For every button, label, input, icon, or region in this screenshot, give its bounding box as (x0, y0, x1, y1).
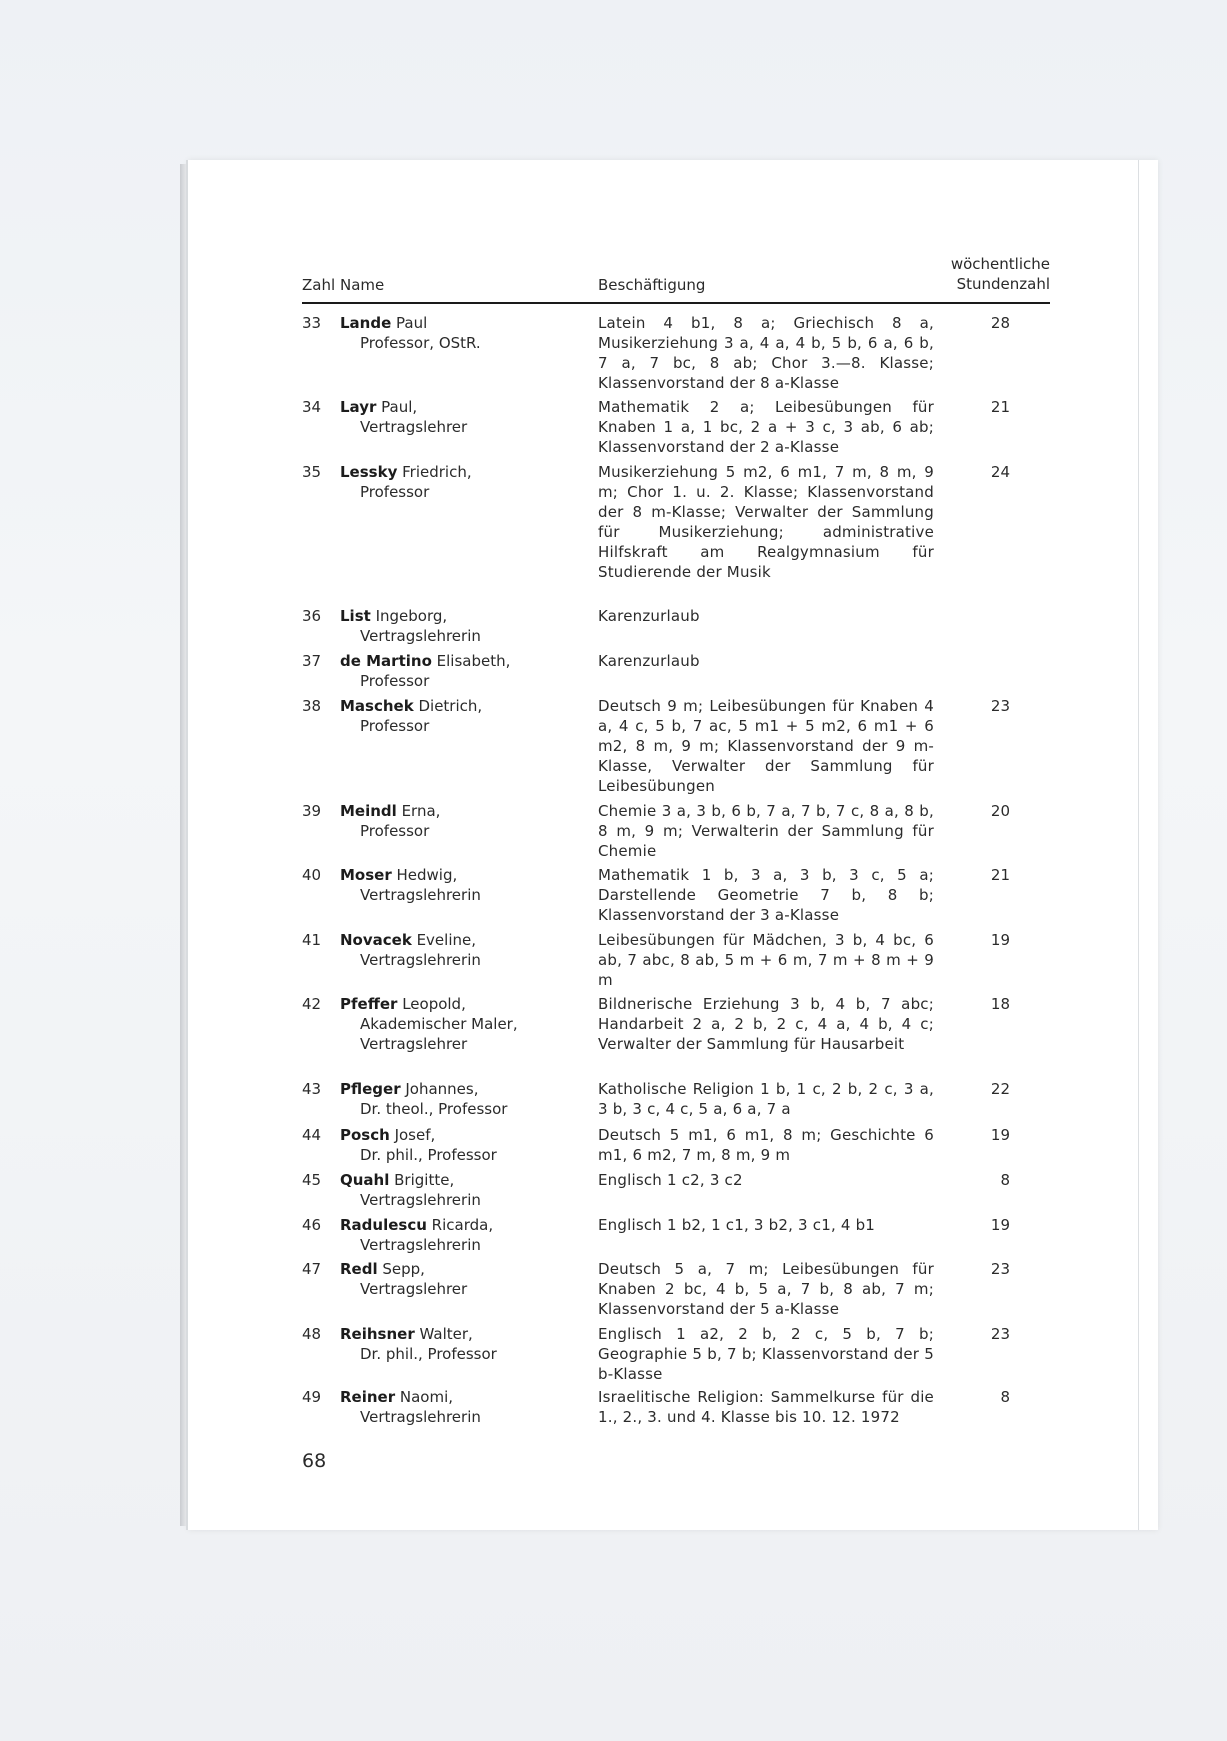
row-surname: Posch (340, 1126, 390, 1144)
row-number: 39 (302, 802, 322, 820)
row-title: Dr. phil., Professor (360, 1345, 497, 1363)
row-given-name: Walter, (414, 1325, 473, 1343)
row-number: 47 (302, 1260, 322, 1278)
row-surname: Lessky (340, 463, 398, 481)
row-given-name: Josef, (389, 1126, 436, 1144)
row-title: Professor (360, 822, 430, 840)
row-hours: 20 (990, 802, 1010, 820)
row-given-name: Paul (391, 314, 428, 332)
row-hours: 18 (990, 995, 1010, 1013)
row-description: Mathematik 1 b, 3 a, 3 b, 3 c, 5 a; Darstellende Geometrie 7 b, 8 b; Klassenvorstand der 3 a-Klasse (598, 866, 934, 924)
row-name (340, 994, 580, 1054)
header-rule (302, 302, 1050, 304)
row-title: Vertragslehrerin (360, 886, 481, 904)
row-given-name: Elisabeth, (431, 652, 511, 670)
row-description: Karenzurlaub (598, 652, 700, 670)
row-surname: de Martino (340, 652, 432, 670)
row-hours: 21 (990, 866, 1010, 884)
row-description: Deutsch 5 m1, 6 m1, 8 m; Geschichte 6 m1, 6 m2, 7 m, 8 m, 9 m (598, 1126, 934, 1164)
row-surname: Radulescu (340, 1216, 427, 1234)
row-hours: 21 (990, 398, 1010, 416)
row-title: Vertragslehrer (360, 1280, 468, 1298)
row-name (340, 1125, 580, 1165)
row-surname: Quahl (340, 1171, 390, 1189)
row-given-name: Leopold, (397, 995, 466, 1013)
row-surname: Reiner (340, 1388, 396, 1406)
row-hours: 28 (990, 314, 1010, 332)
row-name (340, 651, 580, 691)
row-given-name: Brigitte, (389, 1171, 455, 1189)
row-title: Dr. phil., Professor (360, 1146, 497, 1164)
row-title: Dr. theol., Professor (360, 1100, 508, 1118)
row-title: Akademischer Maler, Vertragslehrer (360, 1015, 518, 1053)
row-number: 34 (302, 398, 322, 416)
row-given-name: Erna, (396, 802, 441, 820)
row-title: Vertragslehrerin (360, 1408, 481, 1426)
row-hours: 22 (990, 1080, 1010, 1098)
row-given-name: Sepp, (377, 1260, 425, 1278)
row-name (340, 1215, 580, 1255)
row-number: 38 (302, 697, 322, 715)
row-number: 33 (302, 314, 322, 332)
row-name (340, 1170, 580, 1210)
row-name (340, 462, 580, 502)
row-surname: Redl (340, 1260, 378, 1278)
row-hours: 19 (990, 1216, 1010, 1234)
row-number: 41 (302, 931, 322, 949)
row-surname: Maschek (340, 697, 414, 715)
row-given-name: Paul, (376, 398, 418, 416)
row-name (340, 801, 580, 841)
header-zahl: Zahl (302, 276, 336, 294)
row-surname: Novacek (340, 931, 412, 949)
row-name (340, 313, 580, 353)
row-description: Englisch 1 c2, 3 c2 (598, 1171, 743, 1189)
row-number: 37 (302, 652, 322, 670)
row-description: Chemie 3 a, 3 b, 6 b, 7 a, 7 b, 7 c, 8 a, 8 b, 8 m, 9 m; Verwalterin der Sammlung für Chemie (598, 802, 934, 860)
row-surname: Moser (340, 866, 392, 884)
row-name (340, 606, 580, 646)
row-description: Englisch 1 b2, 1 c1, 3 b2, 3 c1, 4 b1 (598, 1216, 876, 1234)
row-title: Professor (360, 717, 430, 735)
row-surname: Pfeffer (340, 995, 398, 1013)
row-description: Englisch 1 a2, 2 b, 2 c, 5 b, 7 b; Geographie 5 b, 7 b; Klassenvorstand der 5 b-Klasse (598, 1325, 934, 1383)
row-hours: 23 (990, 1325, 1010, 1343)
row-number: 36 (302, 607, 322, 625)
row-name (340, 1324, 580, 1364)
row-title: Vertragslehrer (360, 418, 468, 436)
row-name (340, 865, 580, 905)
row-number: 46 (302, 1216, 322, 1234)
row-number: 35 (302, 463, 322, 481)
row-description: Deutsch 9 m; Leibesübungen für Knaben 4 a, 4 c, 5 b, 7 ac, 5 m1 + 5 m2, 6 m1 + 6 m2, 8 m, 9 m; Klassenvorstand der 9 m-Klasse, Verwalter der Sammlung für Leibesübungen (598, 697, 934, 795)
row-description: Deutsch 5 a, 7 m; Leibesübungen für Knaben 2 bc, 4 b, 5 a, 7 b, 8 ab, 7 m; Klassenvorstand der 5 a-Klasse (598, 1260, 934, 1318)
row-title: Professor, OStR. (360, 334, 481, 352)
row-name (340, 696, 580, 736)
row-hours: 23 (990, 697, 1010, 715)
row-number: 42 (302, 995, 322, 1013)
row-name (340, 1259, 580, 1299)
page-number: 68 (302, 1450, 327, 1472)
row-given-name: Johannes, (400, 1080, 479, 1098)
header-hours (890, 254, 1050, 294)
row-number: 43 (302, 1080, 322, 1098)
row-number: 48 (302, 1325, 322, 1343)
facing-page-edge (1138, 160, 1139, 1530)
row-hours: 24 (990, 463, 1010, 481)
row-surname: Lande (340, 314, 392, 332)
row-title: Vertragslehrerin (360, 1191, 481, 1209)
row-surname: Meindl (340, 802, 397, 820)
row-surname: Reihsner (340, 1325, 415, 1343)
row-hours: 23 (990, 1260, 1010, 1278)
page-binding-edge (180, 164, 188, 1526)
row-number: 44 (302, 1126, 322, 1144)
row-title: Vertragslehrerin (360, 1236, 481, 1254)
row-description: Katholische Religion 1 b, 1 c, 2 b, 2 c, 3 a, 3 b, 3 c, 4 c, 5 a, 6 a, 7 a (598, 1080, 934, 1118)
row-given-name: Ricarda, (426, 1216, 494, 1234)
row-title: Professor (360, 483, 430, 501)
row-description: Israelitische Religion: Sammelkurse für die 1., 2., 3. und 4. Klasse bis 10. 12. 1972 (598, 1388, 934, 1426)
header-hours-line2: Stundenzahl (956, 275, 1050, 293)
row-title: Vertragslehrerin (360, 627, 481, 645)
row-hours: 8 (1000, 1388, 1010, 1406)
row-number: 45 (302, 1171, 322, 1189)
row-name (340, 1079, 580, 1119)
header-beschaeftigung: Beschäftigung (598, 276, 706, 294)
row-given-name: Naomi, (395, 1388, 454, 1406)
table-header (302, 250, 1050, 302)
row-given-name: Dietrich, (413, 697, 483, 715)
row-given-name: Eveline, (411, 931, 477, 949)
row-hours: 8 (1000, 1171, 1010, 1189)
row-title: Vertragslehrerin (360, 951, 481, 969)
row-number: 49 (302, 1388, 322, 1406)
row-given-name: Hedwig, (391, 866, 458, 884)
header-hours-line1: wöchentliche (950, 255, 1050, 273)
row-title: Professor (360, 672, 430, 690)
row-number: 40 (302, 866, 322, 884)
row-given-name: Ingeborg, (370, 607, 448, 625)
row-description: Musikerziehung 5 m2, 6 m1, 7 m, 8 m, 9 m; Chor 1. u. 2. Klasse; Klassenvorstand der 8 m-Klasse; Verwalter der Sammlung für Musikerziehung; administrative Hilfskraft am Realgymnasium für Studierende der Musik (598, 463, 934, 581)
row-description: Bildnerische Erziehung 3 b, 4 b, 7 abc; Handarbeit 2 a, 2 b, 2 c, 4 a, 4 b, 4 c; Verwalter der Sammlung für Hausarbeit (598, 995, 934, 1053)
header-name: Name (340, 276, 385, 294)
row-given-name: Friedrich, (397, 463, 472, 481)
row-surname: List (340, 607, 371, 625)
row-description: Leibesübungen für Mädchen, 3 b, 4 bc, 6 ab, 7 abc, 8 ab, 5 m + 6 m, 7 m + 8 m + 9 m (598, 931, 934, 989)
row-name (340, 1387, 580, 1427)
row-hours: 19 (990, 931, 1010, 949)
row-surname: Pfleger (340, 1080, 401, 1098)
row-name (340, 397, 580, 437)
row-description: Latein 4 b1, 8 a; Griechisch 8 a, Musikerziehung 3 a, 4 a, 4 b, 5 b, 6 a, 6 b, 7 a, 7 bc, 8 ab; Chor 3.—8. Klasse; Klassenvorstand der 8 a-Klasse (598, 314, 934, 392)
row-name (340, 930, 580, 970)
row-hours: 19 (990, 1126, 1010, 1144)
row-description: Mathematik 2 a; Leibesübungen für Knaben 1 a, 1 bc, 2 a + 3 c, 3 ab, 6 ab; Klassenvorstand der 2 a-Klasse (598, 398, 934, 456)
row-description: Karenzurlaub (598, 607, 700, 625)
row-surname: Layr (340, 398, 377, 416)
